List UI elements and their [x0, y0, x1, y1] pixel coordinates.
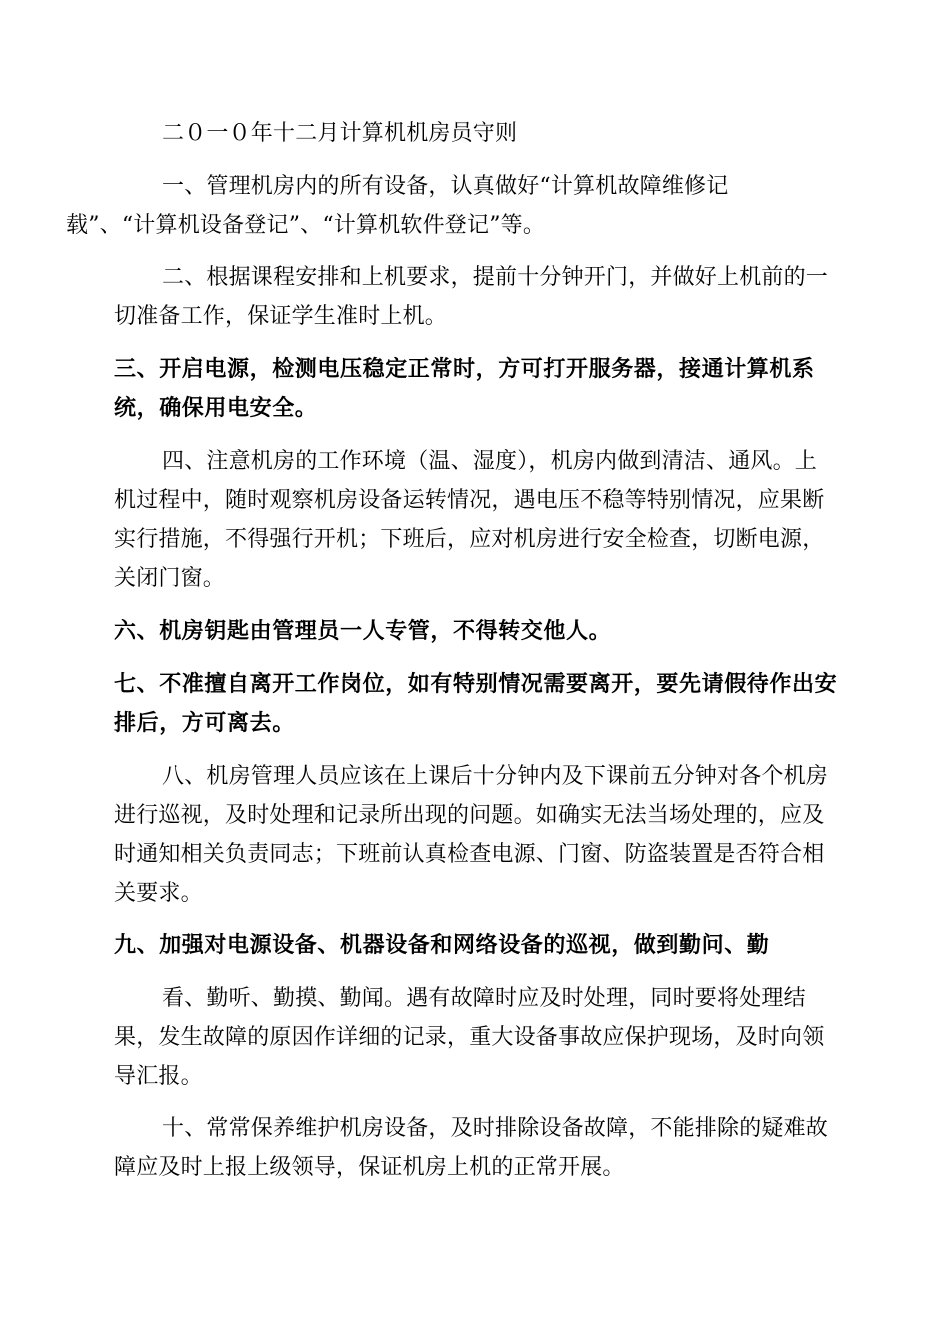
- rule-9-continued-line-2: 果，发生故障的原因作详细的记录，重大设备事故应保护现场，及时向领: [114, 1025, 825, 1050]
- document-title-text: 二０一０年十二月计算机机房员守则: [162, 121, 518, 146]
- rule-2-line-2: 切准备工作，保证学生准时上机。: [114, 304, 448, 329]
- rule-9-continued-line-1: 看、勤听、勤摸、勤闻。遇有故障时应及时处理，同时要将处理结: [162, 986, 806, 1011]
- rule-2-line-1: 二、根据课程安排和上机要求，提前十分钟开门，并做好上机前的一: [162, 265, 829, 290]
- rule-9-paragraph: [114, 926, 838, 965]
- rule-10-line-1: 十、常常保养维护机房设备，及时排除设备故障，不能排除的疑难故: [162, 1116, 829, 1141]
- rule-10-paragraph: [114, 1109, 838, 1187]
- rule-4-paragraph: [114, 442, 838, 598]
- rule-10-line-2: 障应及时上报上级领导，保证机房上机的正常开展。: [114, 1155, 625, 1180]
- rule-7-line-2: 排后，方可离去。: [114, 711, 295, 736]
- rule-3-line-2: 统，确保用电安全。: [114, 396, 318, 421]
- rule-8-line-1: 八、机房管理人员应该在上课后十分钟内及下课前五分钟对各个机房: [162, 764, 829, 789]
- rule-1-line-2: 载”、“计算机设备登记”、“计算机软件登记”等。: [66, 213, 546, 238]
- rule-1-paragraph: [66, 167, 838, 245]
- rule-1-line-1: 一、管理机房内的所有设备，认真做好“计算机故障维修记: [162, 174, 729, 199]
- rule-2-paragraph: [114, 258, 838, 336]
- rule-4-line-3: 实行措施，不得强行开机；下班后，应对机房进行安全检查，切断电源，: [114, 527, 825, 552]
- rule-6-paragraph: [114, 612, 838, 651]
- rule-9-continued-line-3: 导汇报。: [114, 1064, 203, 1089]
- rule-8-line-3: 时通知相关负责同志；下班前认真检查电源、门窗、防盗装置是否符合相: [114, 842, 825, 867]
- rule-4-line-1: 四、注意机房的工作环境（温、湿度），机房内做到清洁、通风。上: [162, 449, 818, 474]
- rule-9-line-1: 九、加强对电源设备、机器设备和网络设备的巡视，做到勤问、勤: [114, 933, 770, 958]
- rule-8-line-4: 关要求。: [114, 881, 203, 906]
- rule-9-continued-paragraph: [114, 979, 838, 1096]
- rule-4-line-2: 机过程中，随时观察机房设备运转情况，遇电压不稳等特别情况，应果断: [114, 488, 825, 513]
- document-title: [114, 114, 838, 153]
- rule-8-paragraph: [114, 757, 838, 913]
- rule-3-line-1: 三、开启电源，检测电压稳定正常时，方可打开服务器，接通计算机系: [114, 357, 815, 382]
- rule-6-line-1: 六、机房钥匙由管理员一人专管，不得转交他人。: [114, 619, 612, 644]
- rule-7-paragraph: [114, 665, 838, 743]
- rule-3-paragraph: [114, 350, 838, 428]
- rule-8-line-2: 进行巡视，及时处理和记录所出现的问题。如确实无法当场处理的，应及: [114, 803, 825, 828]
- rule-4-line-4: 关闭门窗。: [114, 566, 226, 591]
- rule-7-line-1: 七、不准擅自离开工作岗位，如有特别情况需要离开，要先请假待作出安: [114, 672, 838, 697]
